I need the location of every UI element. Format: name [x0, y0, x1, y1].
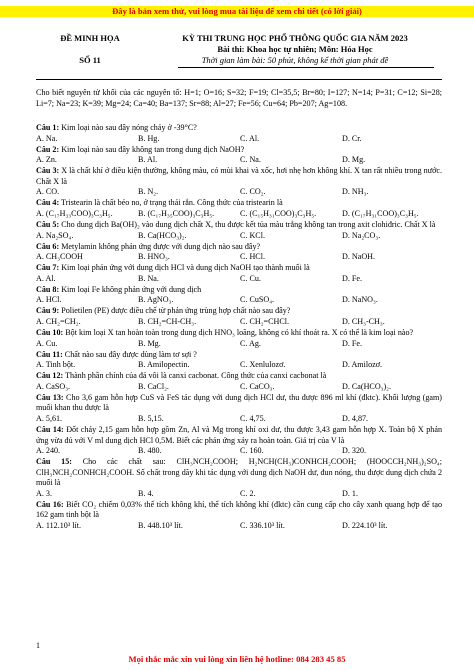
question-label: Câu 3:: [36, 166, 60, 176]
answer-option: C. 336.10³ lít.: [240, 521, 285, 531]
question: [36, 166, 442, 198]
question-stem: [36, 166, 442, 187]
answer-options: [36, 521, 442, 532]
answer-option: C. 160.: [240, 446, 264, 456]
answer-option: B. HNO₃.: [138, 252, 170, 262]
question-stem: [36, 242, 442, 253]
answer-option: A. 240.: [36, 446, 61, 456]
question-text: Cho 3,6 gam hỗn hợp CuS và FeS tác dụng với dung dịch HCl dư, thu được 896 ml khí (đktc). Khối lượng (gam) muối khan thu được là: [36, 392, 442, 413]
question-text: Metylamin không phản ứng được với dung dịch nào sau đây?: [59, 241, 261, 251]
answer-option: B. Al.: [138, 155, 158, 165]
question-text: X là chất khí ở điều kiện thường, không màu, có mùi khai và xốc, hơi nhẹ hơn không khí. X tan rất nhiều trong nước. Chất X là: [36, 166, 442, 186]
answer-option: A. Tinh bột.: [36, 360, 76, 370]
question-label: Câu 1:: [36, 123, 60, 132]
answer-option: C. 4,75.: [240, 413, 266, 423]
question-stem: [36, 371, 442, 382]
answer-option: B. 480.: [138, 446, 162, 456]
question: [36, 350, 442, 372]
question-label: Câu 5:: [36, 219, 60, 229]
answer-option: D. NaOH.: [342, 252, 376, 262]
answer-option: C. Cu.: [240, 273, 261, 283]
answer-options: [36, 274, 442, 285]
answer-option: C. CO₂.: [240, 187, 266, 197]
question-stem: [36, 285, 442, 296]
answer-option: D. Ca(HCO₃)₂.: [342, 381, 392, 391]
answer-option: B. Amilopectin.: [138, 360, 190, 370]
question-label: Câu 13:: [36, 392, 64, 402]
hotline-banner: Mọi thắc mắc xin vui lòng xin liên hệ hotline: 084 283 45 85: [128, 654, 346, 664]
exam-subject: Bài thi: Khoa học tự nhiên; Môn: Hóa Học: [217, 44, 373, 54]
question-text: Polietilen (PE) được điều chế từ phản ứng trùng hợp chất nào sau đây?: [59, 306, 291, 316]
question-stem: [36, 145, 442, 156]
answer-option: C. Xenlulozơ.: [240, 360, 286, 370]
answer-option: B. Hg.: [138, 133, 160, 143]
question-text: Đốt cháy 2,15 gam hỗn hợp gồm Zn, Al và Mg trong khí oxi dư, thu được 3,43 gam hỗn hợp X. Toàn bộ X phản ứng vừa đủ với V ml dung dịch HCl 0,5M. Biết các phản ứng xảy ra hoàn toàn. Giá trị của V là: [36, 424, 442, 445]
answer-option: D. 1.: [342, 488, 358, 498]
answer-option: B. 4.: [138, 488, 154, 498]
answer-option: B. Na.: [138, 273, 159, 283]
preview-banner: Đây là bản xem thử, vui lòng mua tài liệu để xem chi tiết (có lời giải): [0, 6, 474, 17]
question-stem: [36, 263, 442, 274]
question-text: Thành phần chính của đá vôi là canxi cacbonat. Công thức của canxi cacbonat là: [63, 371, 327, 381]
question: [36, 500, 442, 532]
question: [36, 306, 442, 328]
question-stem: [36, 500, 442, 521]
answer-option: A. HCl.: [36, 295, 62, 305]
question-text: Biết CO₂ chiếm 0,03% thể tích không khí, thể tích không khí (đktc) cần cung cấp cho cây xanh quang hợp để tạo 162 gam tinh bột là: [36, 499, 442, 520]
answer-option: B. CH₂=CH-CH₃.: [138, 316, 197, 326]
question: [36, 425, 442, 457]
question-label: Câu 9:: [36, 306, 60, 316]
answer-options: [36, 134, 442, 145]
answer-option: B. Mg.: [138, 338, 161, 348]
question-text: Cho dung dịch Ba(OH)₂ vào dung dịch chất X, thu được kết tủa màu trắng không tan trong axit clohiđric. Chất X là: [59, 219, 436, 229]
question: [36, 457, 442, 500]
question-stem: [36, 220, 442, 231]
question-text: Bột kim loại X tan hoàn toàn trong dung dịch HNO₃ loãng, không có khí thoát ra. X có thể là kim loại nào?: [63, 327, 414, 337]
answer-option: B. AgNO₃.: [138, 295, 174, 305]
question-text: Kim loại nào sau đây không tan trong dung dịch NaOH?: [59, 144, 245, 154]
question-stem: [36, 350, 442, 361]
question-label: Câu 14:: [36, 424, 64, 434]
answer-option: D. 320.: [342, 446, 367, 456]
question-label: Câu 2:: [36, 144, 60, 154]
answer-option: B. 448.10³ lít.: [138, 521, 183, 531]
answer-option: B. Ca(HCO₃)₂.: [138, 230, 187, 240]
question-stem: [36, 198, 442, 209]
atomic-mass-note: Cho biết nguyên tử khối của các nguyên tố: H=1; O=16; S=32; F=19; Cl=35,5; Br=80; I=127; N=14; P=31; C=12; Si=28; Li=7; Na=23; K=39; Mg=24; Ca=40; Ba=137; Sr=88; Al=27; Fe=56; Cu=64; Pb=207; Ag=108.: [36, 88, 442, 108]
answer-options: [36, 489, 442, 500]
question: [36, 393, 442, 425]
answer-option: D. Fe.: [342, 338, 363, 348]
answer-option: D. Mg.: [342, 155, 366, 165]
question-stem: [36, 306, 442, 317]
answer-options: [36, 231, 442, 242]
question-text: Tristearin là chất béo no, ở trạng thái rắn. Công thức của tristearin là: [59, 198, 283, 208]
answer-option: B. CaCl₂.: [138, 381, 169, 391]
answer-option: A. CO.: [36, 187, 60, 197]
answer-option: D. 4,87.: [342, 413, 369, 423]
question-list: [36, 123, 442, 532]
answer-option: A. Zn.: [36, 155, 57, 165]
answer-option: A. Na₂SO₄.: [36, 230, 74, 240]
answer-option: A. CH₃COOH: [36, 252, 83, 262]
exam-kind: ĐỀ MINH HỌA: [60, 33, 120, 43]
question-text: Cho các chất sau: ClH₃NCH₂COOH; H₂NCH(CH₃)CONHCH₂COOH; (HOOCCH₂NH₃)₂SO₄; ClH₃NCH₂CONHCH₂COOH. Số chất trong dãy khi tác dụng với dung dịch NaOH dư, đun nóng, thu được dung dịch chứa 2 muối là: [36, 457, 442, 488]
question: [36, 371, 442, 393]
answer-option: B. (C₁₇H₃₅COO)₃C₃H₅.: [138, 208, 215, 218]
answer-option: C. KCl.: [240, 230, 265, 240]
answer-options: [36, 414, 442, 425]
answer-option: C. Ag.: [240, 338, 261, 348]
question-label: Câu 12:: [36, 371, 64, 381]
answer-option: A. Na.: [36, 133, 58, 143]
question-label: Câu 4:: [36, 198, 60, 208]
question-text: Kim loại phản ứng với dung dịch HCl và dung dịch NaOH tạo thành muối là: [59, 263, 310, 273]
question-stem: [36, 425, 442, 446]
answer-option: B. 5,15.: [138, 413, 164, 423]
question: [36, 220, 442, 242]
question: [36, 123, 442, 145]
answer-option: D. NH₃.: [342, 187, 369, 197]
answer-options: [36, 317, 442, 328]
question: [36, 242, 442, 264]
question: [36, 145, 442, 167]
question-stem: [36, 328, 442, 339]
question: [36, 285, 442, 307]
question: [36, 198, 442, 220]
answer-option: C. Na.: [240, 155, 261, 165]
answer-option: C. (C₁₅H₃₁COO)₃C₃H₅.: [240, 208, 317, 218]
answer-option: D. Fe.: [342, 273, 363, 283]
answer-options: [36, 187, 442, 198]
question-label: Câu 11:: [36, 349, 63, 359]
answer-option: A. 3.: [36, 488, 52, 498]
question-stem: [36, 123, 442, 134]
answer-option: A. Al.: [36, 273, 56, 283]
answer-option: D. Amilozơ.: [342, 360, 383, 370]
question: [36, 263, 442, 285]
answer-option: C. Al.: [240, 133, 260, 143]
answer-option: A. Cu.: [36, 338, 58, 348]
answer-options: [36, 360, 442, 371]
exam-number: SỐ 11: [79, 55, 101, 65]
header-underline: [178, 67, 434, 68]
question-label: Câu 10:: [36, 327, 64, 337]
answer-options: [36, 446, 442, 457]
answer-options: [36, 209, 442, 220]
answer-option: A. 112.10³ lít.: [36, 521, 82, 531]
answer-options: [36, 252, 442, 263]
question: [36, 328, 442, 350]
answer-option: A. CH₂=CH₂.: [36, 316, 81, 326]
question-text: Kim loại nào sau đây nóng chảy ở -39°C?: [59, 123, 197, 132]
answer-options: [36, 382, 442, 393]
answer-option: B. N₂.: [138, 187, 159, 197]
answer-option: D. NaNO₃.: [342, 295, 378, 305]
exam-header: [40, 33, 440, 77]
question-label: Câu 8:: [36, 284, 60, 294]
answer-option: C. CH₂=CHCl.: [240, 316, 289, 326]
question-label: Câu 16:: [36, 499, 64, 509]
answer-option: A. CaSO₃.: [36, 381, 71, 391]
page-number: 1: [36, 641, 40, 650]
answer-option: A. 5,61.: [36, 413, 63, 423]
answer-option: D. Cr.: [342, 133, 362, 143]
answer-options: [36, 155, 442, 166]
question-label: Câu 7:: [36, 263, 60, 273]
answer-option: D. (C₁₇H₃₁COO)₃C₃H₅.: [342, 208, 419, 218]
answer-option: C. CaCO₃.: [240, 381, 275, 391]
question-label: Câu 6:: [36, 241, 60, 251]
answer-option: C. CuSO₄.: [240, 295, 275, 305]
answer-option: C. 2.: [240, 488, 256, 498]
header-divider: [36, 79, 442, 80]
question-stem: [36, 457, 442, 489]
answer-option: A. (C₁₇H₃₃COO)₃C₃H₅.: [36, 208, 113, 218]
question-text: Kim loại Fe không phản ứng với dung dịch: [59, 284, 202, 294]
answer-options: [36, 339, 442, 350]
answer-option: D. Na₂CO₃.: [342, 230, 381, 240]
question-stem: [36, 393, 442, 414]
answer-option: C. HCl.: [240, 252, 265, 262]
answer-options: [36, 295, 442, 306]
question-label: Câu 15:: [36, 457, 72, 467]
answer-option: D. CH₃-CH₃.: [342, 316, 385, 326]
exam-time: Thời gian làm bài: 50 phút, không kể thời gian phát đề: [201, 55, 389, 65]
answer-option: D. 224.10³ lít.: [342, 521, 388, 531]
question-text: Chất nào sau đây được dùng làm tơ sợi ?: [62, 349, 197, 359]
exam-title: KỲ THI TRUNG HỌC PHỔ THÔNG QUỐC GIA NĂM 2023: [182, 33, 408, 43]
